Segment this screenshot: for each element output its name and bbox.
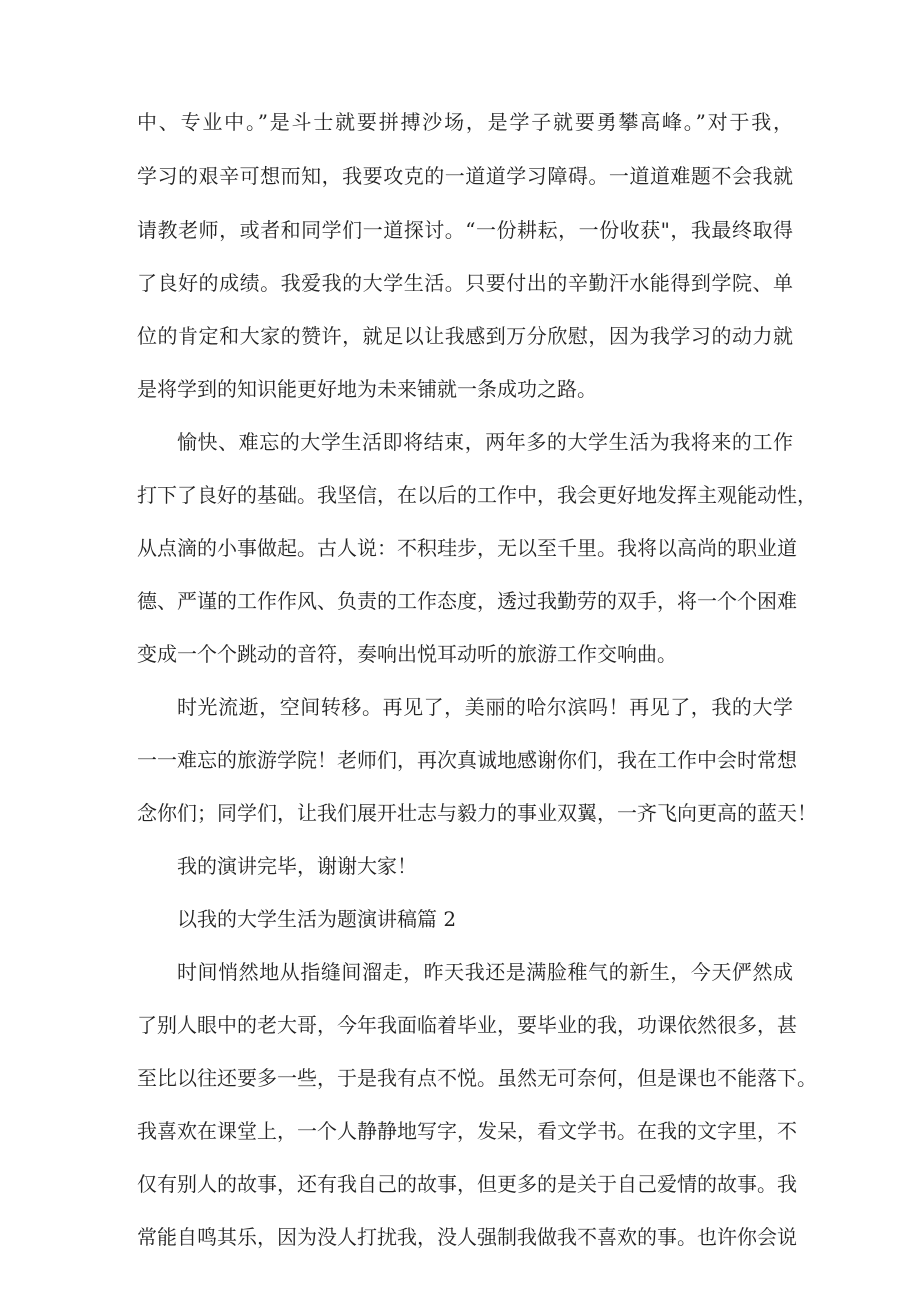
paragraph-line: 请教老师，或者和同学们一道探讨。“一份耕耘，一份收获"，我最终取得 bbox=[137, 218, 793, 242]
paragraph-line: 时光流逝，空间转移。再见了，美丽的哈尔滨吗！再见了，我的大学 bbox=[177, 695, 793, 719]
paragraph-line: 念你们；同学们，让我们展开壮志与毅力的事业双翼，一齐飞向更高的蓝天！ bbox=[137, 801, 817, 825]
paragraph-line: 从点滴的小事做起。古人说：不积珪步，无以至千里。我将以高尚的职业道 bbox=[137, 536, 797, 560]
paragraph-line: 了别人眼中的老大哥，今年我面临着毕业，要毕业的我，功课依然很多，甚 bbox=[137, 1013, 797, 1037]
paragraph-line: 仅有别人的故事，还有我自己的故事，但更多的是关于自己爱情的故事。我 bbox=[137, 1172, 797, 1196]
paragraph-line: 一一难忘的旅游学院！老师们，再次真诚地感谢你们，我在工作中会时常想 bbox=[137, 748, 797, 772]
closing-line: 我的演讲完毕，谢谢大家！ bbox=[177, 854, 417, 878]
paragraph-line: 学习的艰辛可想而知，我要攻克的一道道学习障碍。一道道难题不会我就 bbox=[137, 164, 793, 188]
paragraph-line: 是将学到的知识能更好地为未来铺就一条成功之路。 bbox=[137, 377, 597, 401]
paragraph-line: 至比以往还要多一些，于是我有点不悦。虽然无可奈何，但是课也不能落下。 bbox=[137, 1066, 817, 1090]
document-body bbox=[137, 109, 817, 1250]
paragraph-line: 了良好的成绩。我爱我的大学生活。只要付出的辛勤汗水能得到学院、单 bbox=[137, 271, 793, 295]
paragraph-line: 愉快、难忘的大学生活即将结束，两年多的大学生活为我将来的工作 bbox=[177, 430, 793, 454]
paragraph-line: 我喜欢在课堂上，一个人静静地写字，发呆，看文学书。在我的文字里，不 bbox=[137, 1119, 797, 1143]
paragraph-line: 中、专业中。”是斗士就要拼搏沙场，是学子就要勇攀高峰。”对于我， bbox=[137, 110, 793, 134]
paragraph-line: 时间悄然地从指缝间溜走，昨天我还是满脸稚气的新生，今天俨然成 bbox=[177, 960, 793, 984]
paragraph-line: 变成一个个跳动的音符，奏响出悦耳动听的旅游工作交响曲。 bbox=[137, 642, 677, 666]
paragraph-line: 德、严谨的工作作风、负责的工作态度，透过我勤劳的双手，将一个个困难 bbox=[137, 589, 797, 613]
paragraph-line: 常能自鸣其乐，因为没人打扰我，没人强制我做我不喜欢的事。也许你会说 bbox=[137, 1225, 797, 1249]
section-title: 以我的大学生活为题演讲稿篇 2 bbox=[177, 907, 457, 931]
paragraph-line: 打下了良好的基础。我坚信，在以后的工作中，我会更好地发挥主观能动性， bbox=[137, 483, 817, 507]
paragraph-line: 位的肯定和大家的赞许，就足以让我感到万分欣慰，因为我学习的动力就 bbox=[137, 324, 793, 348]
